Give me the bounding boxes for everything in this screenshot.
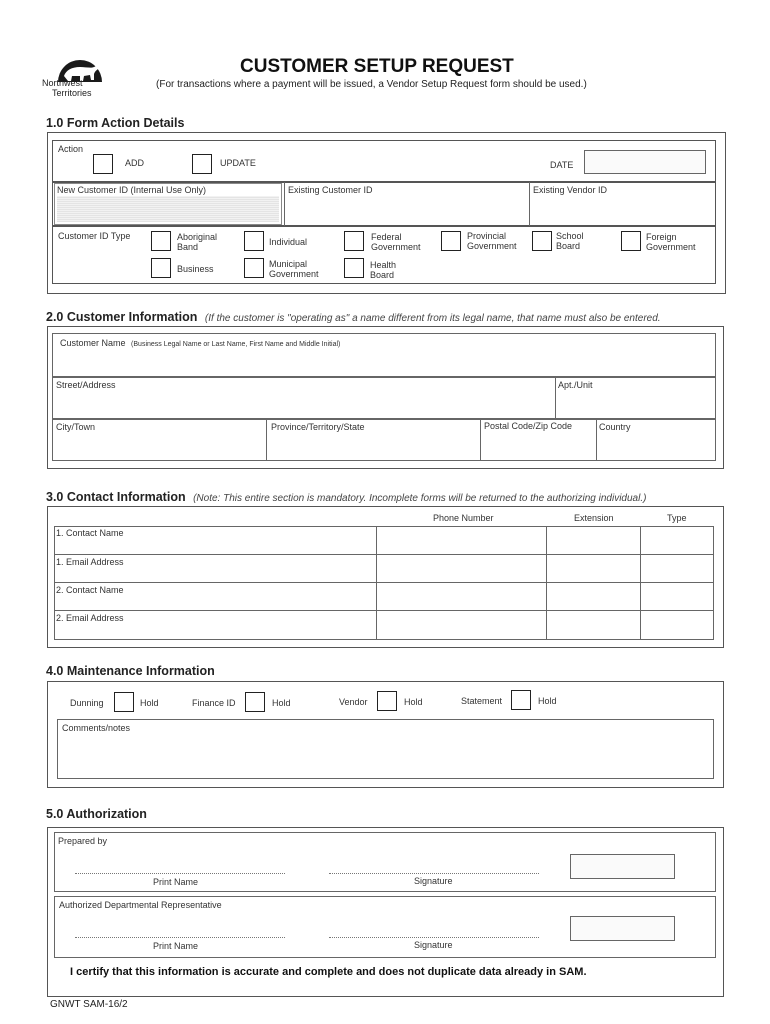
provincial-label-1: Provincial [467, 231, 507, 241]
certification-statement: I certify that this information is accurate and complete and does not duplicate data already in SAM. [70, 966, 587, 978]
authorized-rep-label: Authorized Departmental Representative [59, 900, 222, 910]
extension-1-field[interactable] [546, 526, 641, 555]
aboriginal-label-1: Aboriginal [177, 232, 218, 242]
row-label: 2. Email Address [56, 613, 124, 623]
municipal-label-1: Municipal [269, 259, 308, 269]
authorized-date-input[interactable] [570, 916, 675, 941]
federal-label-1: Federal [371, 232, 402, 242]
section3-note: (Note: This entire section is mandatory. Incomplete forms will be returned to the authorizing individual.) [193, 493, 647, 504]
customer-name-label [60, 338, 340, 348]
section2-heading [46, 310, 661, 324]
comments-label: Comments/notes [62, 723, 131, 733]
add-label: ADD [125, 158, 145, 168]
vendor-label: Vendor [339, 697, 368, 707]
email-1-extra-3[interactable] [640, 554, 714, 583]
prepared-print-name-label: Print Name [153, 877, 199, 887]
gnwt-logo [40, 40, 112, 100]
comments-textarea[interactable] [57, 719, 714, 779]
statement-label: Statement [461, 696, 503, 706]
section5-heading: 5.0 Authorization [46, 807, 147, 821]
health-board-checkbox[interactable] [344, 258, 364, 278]
authorized-print-name-label: Print Name [153, 941, 199, 951]
row-label: 1. Email Address [56, 557, 124, 567]
municipal-government-checkbox[interactable] [244, 258, 264, 278]
vendor-hold-label: Hold [404, 697, 423, 707]
row-label: 2. Contact Name [56, 585, 124, 595]
existing-customer-id-label: Existing Customer ID [288, 185, 373, 195]
province-label: Province/Territory/State [271, 422, 365, 432]
federal-label-2: Government [371, 242, 421, 252]
finance-id-hold-label: Hold [272, 698, 291, 708]
section2-title: 2.0 Customer Information [46, 310, 198, 324]
new-customer-id-field [57, 196, 279, 222]
existing-vendor-id-label: Existing Vendor ID [533, 185, 608, 195]
prepared-signature-line[interactable] [329, 873, 539, 874]
postal-label: Postal Code/Zip Code [484, 421, 573, 431]
page-subtitle: (For transactions where a payment will be issued, a Vendor Setup Request form should be used.) [156, 79, 587, 90]
provincial-label-2: Government [467, 241, 517, 251]
date-label: DATE [550, 160, 574, 170]
extension-2-field[interactable] [546, 582, 641, 611]
individual-checkbox[interactable] [244, 231, 264, 251]
individual-label: Individual [269, 237, 308, 247]
foreign-label-1: Foreign [646, 232, 677, 242]
table-row [54, 526, 714, 555]
finance-id-hold-checkbox[interactable] [245, 692, 265, 712]
school-label-2: Board [556, 241, 581, 251]
prepared-print-name-line[interactable] [75, 873, 285, 874]
email-2-extra-3[interactable] [640, 610, 714, 640]
school-board-checkbox[interactable] [532, 231, 552, 251]
street-label: Street/Address [56, 380, 116, 390]
customer-name-hint: (Business Legal Name or Last Name, First Name and Middle Initial) [131, 341, 341, 348]
prepared-date-input[interactable] [570, 854, 675, 879]
col-extension-header: Extension [574, 513, 614, 523]
dunning-label: Dunning [70, 698, 104, 708]
col-type-header: Type [667, 513, 687, 523]
dunning-hold-label: Hold [140, 698, 159, 708]
type-2-field[interactable] [640, 582, 714, 611]
section3-heading [46, 490, 646, 504]
new-customer-id-label: New Customer ID (Internal Use Only) [57, 185, 207, 195]
authorized-print-name-line[interactable] [75, 937, 285, 938]
id-divider-2 [529, 182, 530, 226]
date-input[interactable] [584, 150, 706, 174]
section4-heading: 4.0 Maintenance Information [46, 664, 215, 678]
phone-2-field[interactable] [376, 582, 547, 611]
type-1-field[interactable] [640, 526, 714, 555]
form-code: GNWT SAM-16/2 [50, 999, 128, 1010]
statement-hold-checkbox[interactable] [511, 690, 531, 710]
business-label: Business [177, 264, 214, 274]
authorized-signature-label: Signature [414, 940, 453, 950]
prepared-signature-label: Signature [414, 876, 453, 886]
authorized-signature-line[interactable] [329, 937, 539, 938]
logo-text-line1: Northwest [42, 78, 83, 88]
city-label: City/Town [56, 422, 96, 432]
business-checkbox[interactable] [151, 258, 171, 278]
update-checkbox[interactable] [192, 154, 212, 174]
health-label-1: Health [370, 260, 397, 270]
dunning-hold-checkbox[interactable] [114, 692, 134, 712]
page-title: CUSTOMER SETUP REQUEST [240, 56, 514, 77]
col-phone-header: Phone Number [433, 513, 494, 523]
statement-hold-label: Hold [538, 696, 557, 706]
finance-id-label: Finance ID [192, 698, 236, 708]
apt-label: Apt./Unit [558, 380, 593, 390]
update-label: UPDATE [220, 158, 256, 168]
email-2-extra-2[interactable] [546, 610, 641, 640]
contact-table [54, 526, 714, 640]
phone-1-field[interactable] [376, 526, 547, 555]
action-label: Action [58, 144, 84, 154]
section3-title: 3.0 Contact Information [46, 490, 186, 504]
table-row [54, 582, 714, 611]
school-label-1: School [556, 231, 584, 241]
id-divider-1 [284, 182, 285, 226]
email-1-extra-2[interactable] [546, 554, 641, 583]
foreign-government-checkbox[interactable] [621, 231, 641, 251]
table-row [54, 554, 714, 583]
customer-name-label-text: Customer Name [60, 338, 126, 348]
aboriginal-band-checkbox[interactable] [151, 231, 171, 251]
provincial-government-checkbox[interactable] [441, 231, 461, 251]
prepared-by-label: Prepared by [58, 836, 108, 846]
health-label-2: Board [370, 270, 395, 280]
section2-note: (If the customer is "operating as" a name different from its legal name, that name must also be entered. [204, 313, 661, 324]
municipal-label-2: Government [269, 269, 319, 279]
row-label: 1. Contact Name [56, 528, 124, 538]
email-1-extra-1[interactable] [376, 554, 547, 583]
country-label: Country [599, 422, 631, 432]
logo-text-line2: Territories [52, 88, 92, 98]
email-2-extra-1[interactable] [376, 610, 547, 640]
federal-government-checkbox[interactable] [344, 231, 364, 251]
section1-heading: 1.0 Form Action Details [46, 116, 185, 130]
aboriginal-label-2: Band [177, 242, 199, 252]
table-row [54, 610, 714, 640]
foreign-label-2: Government [646, 242, 696, 252]
add-checkbox[interactable] [93, 154, 113, 174]
customer-id-type-label: Customer ID Type [58, 231, 131, 241]
vendor-hold-checkbox[interactable] [377, 691, 397, 711]
street-address-field[interactable] [52, 377, 556, 419]
